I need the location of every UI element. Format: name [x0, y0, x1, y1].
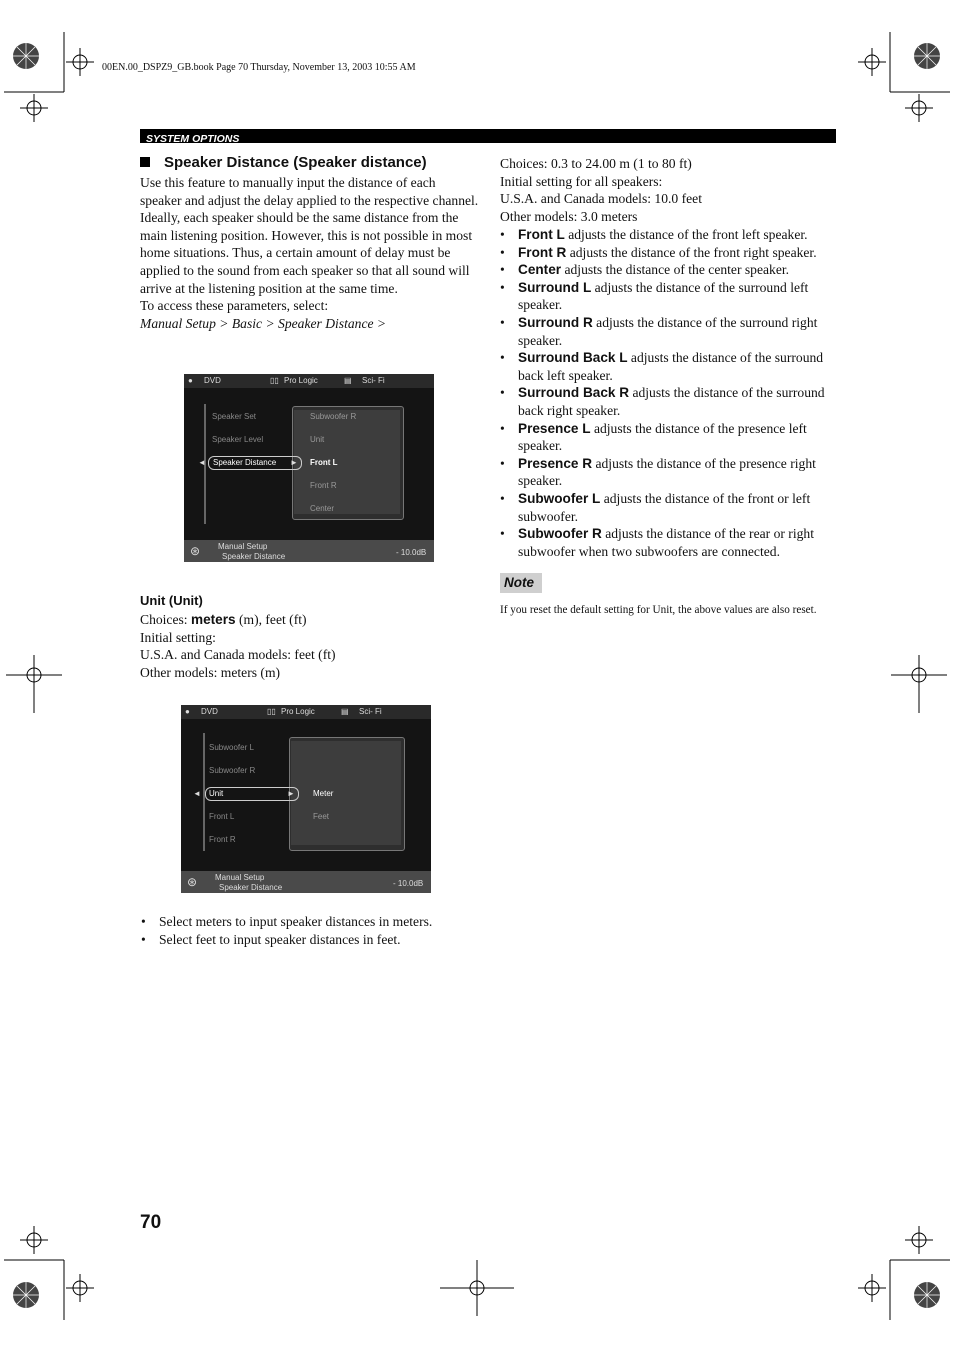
list-item: • Presence L adjusts the distance of the presence left speaker.: [500, 420, 838, 455]
unit-bullet-list: [141, 913, 481, 948]
disc-icon: ●: [188, 376, 193, 385]
osd-screenshot-1: [184, 374, 434, 562]
menu-item: Subwoofer L: [209, 743, 254, 752]
menu-item: Front R: [209, 835, 236, 844]
option-item: Subwoofer R: [310, 412, 357, 421]
section-heading: Speaker Distance (Speaker distance): [140, 154, 427, 171]
note-label-box: [500, 573, 542, 593]
source-label: DVD: [201, 707, 218, 716]
menu-item: Speaker Level: [212, 435, 264, 444]
dolby-icon: ▯▯: [267, 707, 276, 716]
list-item: • Center adjusts the distance of the center speaker.: [500, 261, 838, 279]
list-item: • Subwoofer R adjusts the distance of the rear or right subwoofer when two subwoofers are connected.: [500, 525, 838, 560]
list-item: • Presence R adjusts the distance of the presence right speaker.: [500, 455, 838, 490]
section-label: SYSTEM OPTIONS: [146, 133, 240, 145]
left-arrow-icon: ◄: [198, 458, 206, 467]
list-item: • Surround Back R adjusts the distance of the surround back right speaker.: [500, 384, 838, 419]
intro-paragraph: Use this feature to manually input the distance of each speaker and adjust the delay applied to the respective channel. Ideally, each speaker should be the same distance from the main listening position. However, this is not possible in most home situations. Thus, a certain amount of delay must be applied to the sound from each speaker so that all sound will arrive at the listening position at the same time. To access these parameters, select: Manual Setup > Basic > Speaker Distance >: [140, 175, 479, 331]
note-text: If you reset the default setting for Unit, the above values are also reset.: [500, 604, 817, 616]
list-item: • Surround Back L adjusts the distance of the surround back left speaker.: [500, 349, 838, 384]
unit-details: Choices: meters (m), feet (ft) Initial setting: U.S.A. and Canada models: feet (ft) Other models: meters (m): [140, 612, 336, 680]
speaker-logo-icon: ⊛: [190, 544, 201, 558]
speaker-list: [500, 226, 838, 560]
list-item: • Subwoofer L adjusts the distance of the front or left subwoofer.: [500, 490, 838, 525]
dolby-icon: ▯▯: [270, 376, 279, 385]
right-arrow-icon: ►: [290, 458, 298, 467]
menu-item-selected: Speaker Distance: [213, 458, 277, 467]
option-item-selected: Front L: [310, 458, 338, 467]
menu-item: Subwoofer R: [209, 766, 256, 775]
right-arrow-icon: ►: [287, 789, 295, 798]
square-bullet-icon: [140, 157, 150, 167]
access-text: To access these parameters, select:: [140, 298, 329, 314]
speaker-logo-icon: ⊛: [187, 875, 198, 889]
list-item: • Surround R adjusts the distance of the surround right speaker.: [500, 314, 838, 349]
list-item: • Front R adjusts the distance of the front right speaker.: [500, 244, 838, 262]
footer-line2: Speaker Distance: [219, 883, 283, 892]
menu-item: Speaker Set: [212, 412, 257, 421]
decoder-label: Pro Logic: [281, 707, 315, 716]
footer-line1: Manual Setup: [215, 873, 265, 882]
left-arrow-icon: ◄: [193, 789, 201, 798]
section-header-bar: [140, 129, 836, 143]
source-label: DVD: [204, 376, 221, 385]
list-item: • Front L adjusts the distance of the front left speaker.: [500, 226, 838, 244]
program-label: Sci- Fi: [362, 376, 385, 385]
volume-readout: - 10.0dB: [393, 879, 424, 888]
distance-settings: Choices: 0.3 to 24.00 m (1 to 80 ft) Initial setting for all speakers: U.S.A. and Canada models: 10.0 feet Other models: 3.0 meters: [500, 156, 702, 224]
file-info: 00EN.00_DSPZ9_GB.book Page 70 Thursday, November 13, 2003 10:55 AM: [102, 62, 416, 73]
option-item-selected: Meter: [313, 789, 334, 798]
clapper-icon: ▤: [341, 707, 349, 716]
option-item: Unit: [310, 435, 325, 444]
option-item: Center: [310, 504, 335, 513]
list-item: • Select feet to input speaker distances in feet.: [141, 931, 481, 949]
volume-readout: - 10.0dB: [396, 548, 427, 557]
menu-item-selected: Unit: [209, 789, 224, 798]
option-item: Feet: [313, 812, 330, 821]
footer-line2: Speaker Distance: [222, 552, 286, 561]
unit-heading: Unit (Unit): [140, 593, 203, 608]
access-path: Manual Setup > Basic > Speaker Distance >: [140, 315, 387, 331]
clapper-icon: ▤: [344, 376, 352, 385]
page-number: 70: [140, 1212, 162, 1233]
decoder-label: Pro Logic: [284, 376, 318, 385]
note-label: Note: [504, 575, 534, 590]
footer-line1: Manual Setup: [218, 542, 268, 551]
option-item: Front R: [310, 481, 337, 490]
list-item: • Surround L adjusts the distance of the surround left speaker.: [500, 279, 838, 314]
list-item: • Select meters to input speaker distances in meters.: [141, 913, 481, 931]
osd-screenshot-2: [181, 705, 431, 893]
program-label: Sci- Fi: [359, 707, 382, 716]
disc-icon: ●: [185, 707, 190, 716]
menu-item: Front L: [209, 812, 235, 821]
